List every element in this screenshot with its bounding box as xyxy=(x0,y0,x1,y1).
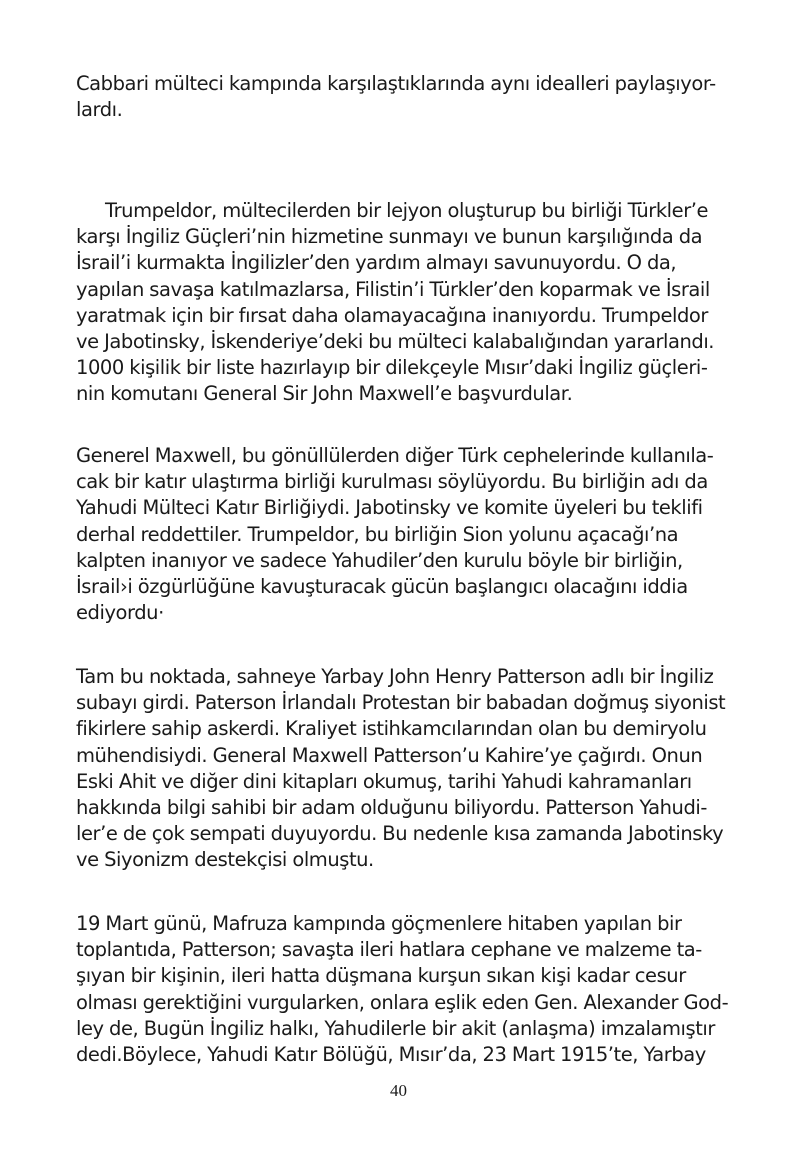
text-line: Cabbari mülteci kampında karşılaştıklarında aynı idealleri paylaşıyor- xyxy=(76,72,716,95)
text-line: şıyan bir kişinin, ileri hatta düşmana kurşun sıkan kişi kadar cesur xyxy=(76,964,686,988)
text-line: ediyordu· xyxy=(76,601,164,625)
text-line: İsrail’i kurmakta İngilizler’den yardım almayı savunuyordu. O da, xyxy=(76,251,677,275)
text-line: ler’e de çok sempati duyuyordu. Bu nedenle kısa zamanda Jabotinsky xyxy=(76,822,724,846)
text-line: 1000 kişilik bir liste hazırlayıp bir dilekçeyle Mısır’daki İngiliz güçleri- xyxy=(76,356,708,380)
text-line: mühendisiydi. General Maxwell Patterson’u Kahire’ye çağırdı. Onun xyxy=(76,743,703,767)
paragraph-5 xyxy=(76,911,729,1068)
paragraph-1 xyxy=(76,71,726,123)
paragraph-4 xyxy=(76,664,726,874)
text-line: ve Jabotinsky, İskenderiye’deki bu mülteci kalabalığından yararlandı. xyxy=(76,330,715,354)
text-line: subayı girdi. Paterson İrlandalı Protestan bir babadan doğmuş siyonist xyxy=(76,691,726,715)
page-number: 40 xyxy=(390,1081,407,1100)
text-line: Eski Ahit ve diğer dini kitapları okumuş, tarihi Yahudi kahramanları xyxy=(76,769,692,793)
text-line: kalpten inanıyor ve sadece Yahudiler’den kurulu böyle bir birliğin, xyxy=(76,548,683,572)
text-line: Yahudi Mülteci Katır Birliğiydi. Jabotinsky ve komite üyeleri bu teklifi xyxy=(76,496,703,520)
text-line: yapılan savaşa katılmazlarsa, Filistin’i Türkler’den koparmak ve İsrail xyxy=(76,277,710,301)
text-line: Generel Maxwell, bu gönüllülerden diğer Türk cephelerinde kullanıla- xyxy=(76,444,714,467)
text-line: cak bir katır ulaştırma birliği kurulması söylüyordu. Bu birliğin adı da xyxy=(76,470,708,494)
text-line: dedi.Böylece, Yahudi Katır Bölüğü, Mısır’da, 23 Mart 1915’te, Yarbay xyxy=(76,1043,706,1067)
paragraph-2 xyxy=(76,198,726,408)
text-line: 19 Mart günü, Mafruza kampında göçmenlere hitaben yapılan bir xyxy=(76,912,682,935)
text-line: toplantıda, Patterson; savaşta ileri hatlara cephane ve malzeme ta- xyxy=(76,938,702,962)
text-line: Tam bu noktada, sahneye Yarbay John Henry Patterson adlı bir İngiliz xyxy=(76,665,714,688)
text-line: hakkında bilgi sahibi bir adam olduğunu biliyordu. Patterson Yahudi- xyxy=(76,796,707,820)
text-line: derhal reddettiler. Trumpeldor, bu birliğin Sion yolunu açacağı’na xyxy=(76,522,679,546)
text-line: karşı İngiliz Güçleri’nin hizmetine sunmayı ve bunun karşılığında da xyxy=(76,225,703,249)
text-line: olması gerektiğini vurgularken, onlara eşlik eden Gen. Alexander God- xyxy=(76,990,729,1014)
text-line: ve Siyonizm destekçisi olmuştu. xyxy=(76,848,374,872)
text-line: Trumpeldor, mültecilerden bir lejyon oluşturup bu birliği Türkler’e xyxy=(105,199,709,222)
text-line: ley de, Bugün İngiliz halkı, Yahudilerle bir akit (anlaşma) imzalamıştır xyxy=(76,1016,715,1040)
text-line: fikirlere sahip askerdi. Kraliyet istihkamcılarından olan bu demiryolu xyxy=(76,717,707,741)
text-line: yaratmak için bir fırsat daha olamayacağına inanıyordu. Trumpeldor xyxy=(76,303,708,327)
text-line: nin komutanı General Sir John Maxwell’e başvurdular. xyxy=(76,382,573,406)
text-line: İsrail›i özgürlüğüne kavuşturacak gücün başlangıcı olacağını iddia xyxy=(76,575,688,599)
paragraph-3 xyxy=(76,443,726,626)
text-line: lardı. xyxy=(76,98,123,122)
